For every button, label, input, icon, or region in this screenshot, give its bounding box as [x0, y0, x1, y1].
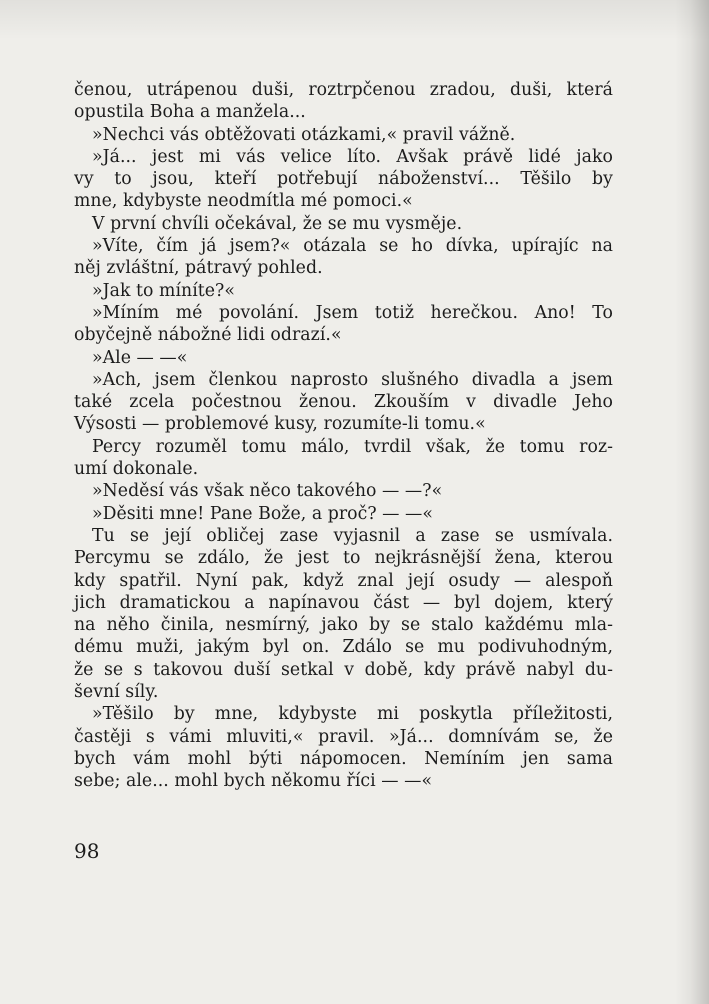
text-line: na něho činila, nesmírný, jako by se stalo každému mla- — [74, 615, 613, 636]
text-line: V první chvíli očekával, že se mu vysměje. — [92, 213, 463, 234]
text-line: čenou, utrápenou duši, roztrpčenou zradou, duši, která — [74, 80, 613, 100]
text-line: opustila Boha a manžela... — [74, 102, 306, 123]
text-line: že se s takovou duší setkal v době, kdy právě nabyl du- — [74, 659, 613, 680]
text-line: Percy rozuměl tomu málo, tvrdil však, že tomu roz- — [92, 436, 613, 457]
page-gutter-shadow — [675, 0, 709, 1004]
text-line: »Neděsí vás však něco takového — —?« — [92, 481, 443, 502]
page-top-shadow — [0, 0, 709, 40]
text-line: mne, kdybyste neodmítla mé pomoci.« — [74, 191, 413, 212]
text-line: sebe; ale... mohl bych někomu říci — —« — [74, 771, 433, 792]
text-line: také zcela počestnou ženou. Zkouším v divadle Jeho — [74, 392, 613, 413]
text-line: »Já... jest mi vás velice líto. Avšak právě lidé jako — [92, 146, 613, 167]
text-line: »Ach, jsem členkou naprosto slušného divadla a jsem — [92, 369, 613, 390]
text-line: ševní síly. — [74, 682, 159, 703]
text-line: »Děsiti mne! Pane Bože, a proč? — —« — [92, 503, 434, 524]
text-line: umí dokonale. — [74, 459, 199, 480]
body-text — [74, 79, 613, 793]
text-line: »Míním mé povolání. Jsem totiž herečkou. Ano! To — [92, 302, 613, 323]
text-line: dému muži, jakým byl on. Zdálo se mu podivuhodným, — [74, 637, 613, 658]
text-line: Výsosti — problemové kusy, rozumíte-li tomu.« — [74, 414, 486, 435]
text-line: Tu se její obličej zase vyjasnil a zase se usmívala. — [92, 525, 613, 546]
text-line: Percymu se zdálo, že jest to nejkrásnější žena, kterou — [74, 548, 613, 569]
text-line: »Jak to míníte?« — [92, 280, 235, 301]
text-line: »Víte, čím já jsem?« otázala se ho dívka, upírajíc na — [92, 236, 613, 257]
text-line: něj zvláštní, pátravý pohled. — [74, 258, 323, 279]
text-line: obyčejně nábožné lidi odrazí.« — [74, 325, 342, 346]
text-line: kdy spatřil. Nyní pak, když znal její osudy — alespoň — [74, 570, 613, 591]
page-number: 98 — [74, 839, 100, 863]
text-line: bych vám mohl býti nápomocen. Nemíním jen sama — [74, 748, 613, 769]
text-line: jich dramatickou a napínavou část — byl dojem, který — [74, 592, 613, 613]
text-line: »Nechci vás obtěžovati otázkami,« pravil vážně. — [92, 124, 516, 145]
text-line: častěji s vámi mluviti,« pravil. »Já... domnívám se, že — [74, 726, 613, 747]
text-line: vy to jsou, kteří potřebují náboženství... Těšilo by — [74, 169, 613, 190]
text-line: »Ale — —« — [92, 347, 188, 368]
text-line: »Těšilo by mne, kdybyste mi poskytla příležitosti, — [92, 704, 613, 725]
